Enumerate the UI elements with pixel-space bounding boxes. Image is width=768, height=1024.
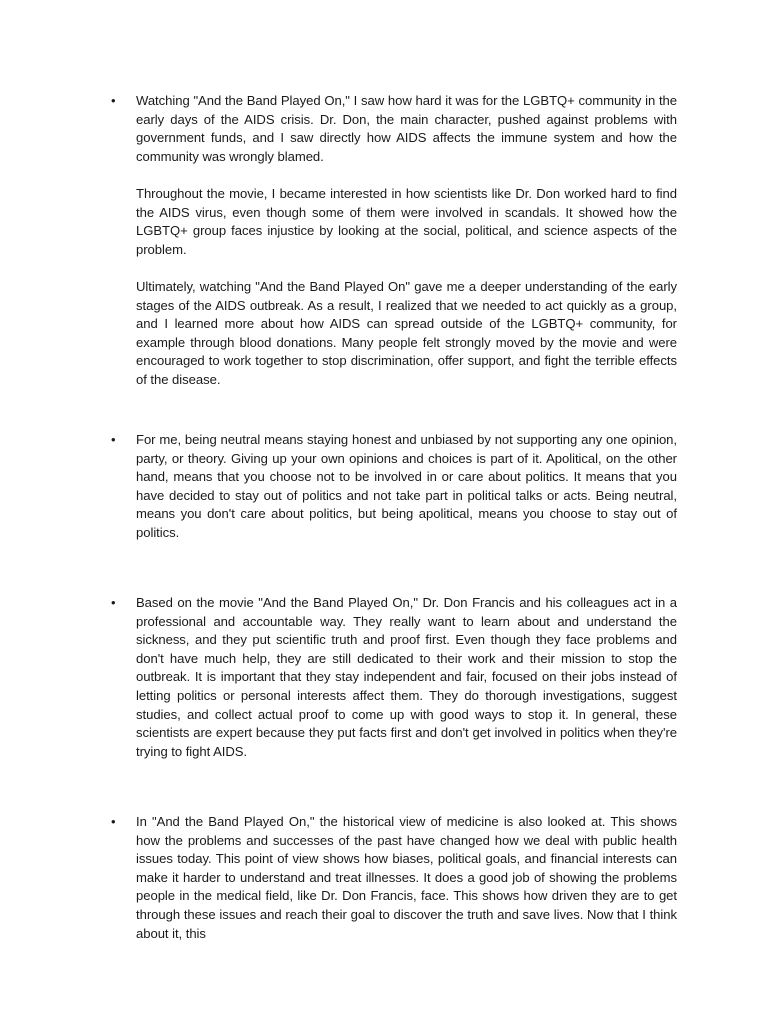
bullet-item-film-reflection xyxy=(111,92,677,390)
paragraph: Throughout the movie, I became interested in how scientists like Dr. Don worked hard to find the AIDS virus, even though some of them were involved in scandals. It showed how the LGBTQ+ group faces injustice by looking at the social, political, and science aspects of the problem. xyxy=(136,185,677,257)
bullet-item-historical-view xyxy=(111,813,677,943)
bullet-icon: • xyxy=(111,595,116,610)
bullet-icon: • xyxy=(111,432,116,447)
paragraph: Based on the movie "And the Band Played On," Dr. Don Francis and his colleagues act in a professional and accountable way. They really want to learn about and understand the sickness, and they put scientific truth and proof first. Even though they face problems and don't have much help, they are still dedicated to their work and their mission to stop the outbreak. It is important that they stay independent and fair, focused on their jobs instead of letting politics or personal interests affect them. They do thorough investigations, suggest studies, and collect actual proof to come up with good ways to stop it. In general, these scientists are expert because they put facts first and don't get involved in politics when they're trying to fight AIDS. xyxy=(136,595,677,759)
paragraph: Watching "And the Band Played On," I saw how hard it was for the LGBTQ+ community in the early days of the AIDS crisis. Dr. Don, the main character, pushed against problems with government funds, and I saw directly how AIDS affects the immune system and how the community was wrongly blamed. xyxy=(136,93,677,164)
paragraph: In "And the Band Played On," the historical view of medicine is also looked at. This shows how the problems and successes of the past have changed how we deal with public health issues today. This point of view shows how biases, political goals, and financial interests can make it harder to understand and treat illnesses. It does a good job of showing the problems people in the medical field, like Dr. Don Francis, face. This shows how driven they are to get through these issues and reach their goal to discover the truth and save lives. Now that I think about it, this xyxy=(136,814,677,941)
paragraph: For me, being neutral means staying honest and unbiased by not supporting any one opinion, party, or theory. Giving up your own opinions and choices is part of it. Apolitical, on the other hand, means that you choose not to be involved in or care about politics. It means that you have decided to stay out of politics and not take part in political talks or acts. Being neutral, means you don't care about politics, but being apolitical, means you choose to stay out of politics. xyxy=(136,432,677,540)
bullet-item-scientist-conduct xyxy=(111,594,677,761)
paragraph: Ultimately, watching "And the Band Played On" gave me a deeper understanding of the early stages of the AIDS outbreak. As a result, I realized that we needed to act quickly as a group, and I learned more about how AIDS can spread outside of the LGBTQ+ community, for example through blood donations. Many people felt strongly moved by the movie and were encouraged to work together to stop discrimination, offer support, and fight the terrible effects of the disease. xyxy=(136,278,677,387)
bullet-icon: • xyxy=(111,93,116,108)
bullet-icon: • xyxy=(111,814,116,829)
bullet-item-neutral-vs-apolitical xyxy=(111,431,677,543)
